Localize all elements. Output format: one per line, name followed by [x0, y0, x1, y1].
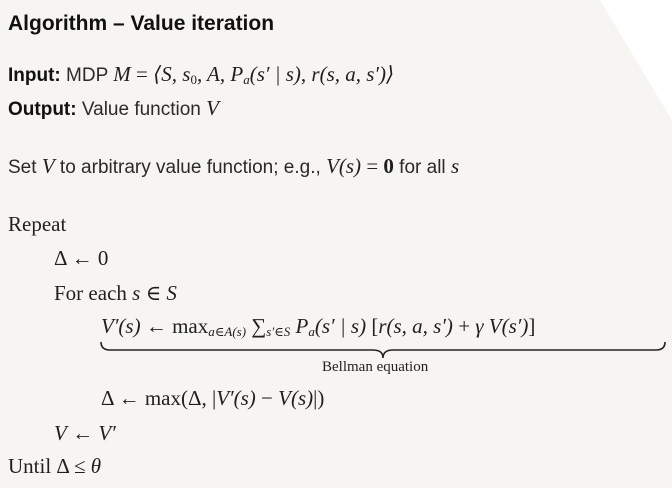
bellman-equation-label: Bellman equation — [322, 359, 429, 375]
input-mdp-math: M = ⟨S, $s_0$, A, $P_a(s'$ | s), r(s, a, s′)⟩ — [113, 62, 395, 87]
repeat-keyword: Repeat — [8, 212, 67, 236]
init-math-v: V — [41, 154, 55, 178]
delta-reset: Δ ← 0 — [54, 246, 109, 270]
algorithm-title: Algorithm – Value iteration — [8, 12, 275, 35]
output-math: V — [206, 96, 219, 120]
bellman-update: V′(s) ← $\max_{a\in A(s)} \sum_{s'\in S}$ $P_a(s'$ | s) [r(s, a, s′) + γ V(s′)] — [101, 314, 536, 339]
for-each-line: For each s ∈ S — [54, 281, 177, 305]
input-label: Input: — [8, 65, 61, 86]
init-text-mid: to arbitrary value function; e.g., — [54, 157, 327, 178]
init-line — [8, 154, 459, 179]
underbrace — [100, 340, 666, 360]
output-label: Output: — [8, 99, 77, 120]
output-text: Value function — [81, 99, 207, 120]
output-line — [8, 96, 219, 121]
init-text-after: for all — [393, 157, 451, 178]
input-line — [8, 62, 394, 88]
v-assign: V ← V′ — [54, 421, 116, 445]
until-line: Until Δ ≤ θ — [8, 454, 102, 478]
init-math-s: s — [450, 154, 460, 178]
init-text-before: Set — [8, 157, 42, 178]
input-text: MDP — [66, 65, 114, 86]
delta-update: Δ ← max(Δ, |V′(s) − V(s)|) — [101, 386, 325, 410]
init-math-eq: V(s) = 0 — [326, 154, 394, 178]
